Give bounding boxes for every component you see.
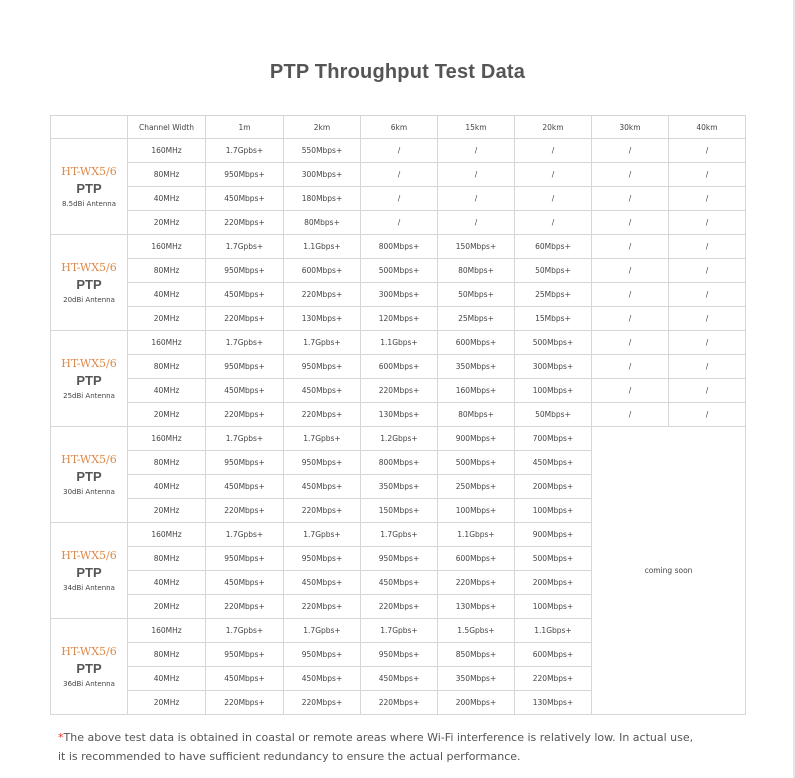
table-cell: 1.7Gpbs+ (206, 139, 284, 163)
table-cell: 130Mbps+ (438, 595, 515, 619)
antenna-label: 20dBi Antenna (63, 295, 115, 304)
table-cell: 80MHz (128, 355, 206, 379)
mode-label: PTP (76, 468, 102, 484)
table-cell: 40MHz (128, 187, 206, 211)
table-cell: 220Mbps+ (206, 403, 284, 427)
table-cell: 160MHz (128, 139, 206, 163)
table-cell: 500Mbps+ (361, 259, 438, 283)
table-cell: 800Mbps+ (361, 235, 438, 259)
header-cell: 6km (361, 116, 438, 139)
table-cell: / (669, 379, 746, 403)
header-cell: 30km (592, 116, 669, 139)
model-name: HT-WX5/6 (61, 548, 117, 562)
table-row (51, 403, 746, 427)
table-cell: 40MHz (128, 571, 206, 595)
table-cell: 160MHz (128, 331, 206, 355)
page-title: PTP Throughput Test Data (269, 61, 526, 83)
table-cell: 50Mbps+ (438, 283, 515, 307)
table-cell: 1.7Gpbs+ (284, 619, 361, 643)
table-cell: 130Mbps+ (361, 403, 438, 427)
mode-label: PTP (76, 180, 102, 196)
table-cell: 160MHz (128, 427, 206, 451)
table-cell: 100Mbps+ (438, 499, 515, 523)
table-cell: 80Mbps+ (284, 211, 361, 235)
table-cell: 20MHz (128, 691, 206, 715)
table-cell: 220Mbps+ (361, 379, 438, 403)
table-cell: 20MHz (128, 499, 206, 523)
table-cell: 300Mbps+ (361, 283, 438, 307)
table-cell: 600Mbps+ (515, 643, 592, 667)
table-cell: 150Mbps+ (361, 499, 438, 523)
table-cell: 950Mbps+ (284, 355, 361, 379)
table-cell: 220Mbps+ (515, 667, 592, 691)
table-cell: 160MHz (128, 523, 206, 547)
table-cell: 60Mbps+ (515, 235, 592, 259)
table-cell: 1.1Gbps+ (438, 523, 515, 547)
table-cell: 220Mbps+ (284, 403, 361, 427)
table-cell: 130Mbps+ (284, 307, 361, 331)
table-cell: 1.7Gpbs+ (206, 427, 284, 451)
footnote (58, 728, 758, 766)
table-cell: / (592, 331, 669, 355)
table-cell: 220Mbps+ (206, 499, 284, 523)
table-cell: / (669, 355, 746, 379)
group-cell (51, 235, 128, 331)
table-cell: 130Mbps+ (515, 691, 592, 715)
table-cell: / (592, 379, 669, 403)
table-cell: 450Mbps+ (206, 187, 284, 211)
table-cell: 600Mbps+ (438, 331, 515, 355)
table-cell: / (669, 259, 746, 283)
table-row (51, 283, 746, 307)
table-cell: 100Mbps+ (515, 379, 592, 403)
table-cell: / (592, 235, 669, 259)
table-cell: 850Mbps+ (438, 643, 515, 667)
table-cell: 1.7Gpbs+ (206, 235, 284, 259)
group-cell (51, 427, 128, 523)
table-cell: 50Mbps+ (515, 403, 592, 427)
throughput-table (50, 115, 746, 715)
table-cell: / (515, 211, 592, 235)
table-cell: 220Mbps+ (206, 307, 284, 331)
table-cell: 350Mbps+ (438, 355, 515, 379)
table-cell: 250Mbps+ (438, 475, 515, 499)
table-cell: 1.1Gbps+ (515, 619, 592, 643)
asterisk-mark: * (58, 731, 64, 744)
table-row (51, 235, 746, 259)
table-cell: 600Mbps+ (361, 355, 438, 379)
table-cell: 20MHz (128, 307, 206, 331)
table-cell: 1.7Gpbs+ (206, 331, 284, 355)
table-cell: 20MHz (128, 211, 206, 235)
table-row (51, 163, 746, 187)
table-cell: 1.1Gbps+ (284, 235, 361, 259)
table-cell: 950Mbps+ (206, 643, 284, 667)
group-cell (51, 523, 128, 619)
mode-label: PTP (76, 660, 102, 676)
table-cell: 950Mbps+ (284, 451, 361, 475)
footnote-text-1: The above test data is obtained in coastal or remote areas where Wi-Fi interference is relatively low. In actual use, (63, 731, 694, 744)
model-name: HT-WX5/6 (61, 164, 117, 178)
table-cell: 20MHz (128, 403, 206, 427)
table-cell: / (592, 259, 669, 283)
group-cell (51, 139, 128, 235)
table-cell: 40MHz (128, 283, 206, 307)
table-cell: 160MHz (128, 619, 206, 643)
table-cell: / (669, 163, 746, 187)
table-cell: 950Mbps+ (206, 163, 284, 187)
table-cell: 500Mbps+ (515, 547, 592, 571)
mode-label: PTP (76, 372, 102, 388)
table-cell: 100Mbps+ (515, 499, 592, 523)
table-cell: 450Mbps+ (284, 667, 361, 691)
table-cell: 220Mbps+ (361, 595, 438, 619)
table-cell: 450Mbps+ (206, 571, 284, 595)
table-cell: 300Mbps+ (515, 355, 592, 379)
table-cell: / (669, 283, 746, 307)
table-cell: 15Mbps+ (515, 307, 592, 331)
table-cell: 450Mbps+ (206, 379, 284, 403)
table-cell: 25Mbps+ (515, 283, 592, 307)
table-cell: 1.7Gpbs+ (284, 523, 361, 547)
table-cell: / (669, 211, 746, 235)
antenna-label: 34dBi Antenna (63, 583, 115, 592)
header-row (51, 116, 746, 139)
table-cell: / (361, 187, 438, 211)
table-cell: 450Mbps+ (361, 667, 438, 691)
table-row (51, 379, 746, 403)
table-row (51, 331, 746, 355)
footnote-text-2: it is recommended to have sufficient redundancy to ensure the actual performance. (58, 750, 521, 763)
table-cell: 600Mbps+ (284, 259, 361, 283)
table-cell: 950Mbps+ (284, 643, 361, 667)
table-cell: 550Mbps+ (284, 139, 361, 163)
antenna-label: 30dBi Antenna (63, 487, 115, 496)
group-cell (51, 331, 128, 427)
table-row (51, 259, 746, 283)
table-cell: 900Mbps+ (438, 427, 515, 451)
model-name: HT-WX5/6 (61, 260, 117, 274)
table-cell: 220Mbps+ (284, 499, 361, 523)
header-cell (51, 116, 128, 139)
table-cell: 150Mbps+ (438, 235, 515, 259)
table-cell: 200Mbps+ (515, 475, 592, 499)
mode-label: PTP (76, 276, 102, 292)
table-cell: 450Mbps+ (206, 283, 284, 307)
table-cell: / (592, 163, 669, 187)
table-cell: 40MHz (128, 379, 206, 403)
table-row (51, 211, 746, 235)
table-cell: / (515, 139, 592, 163)
table-row (51, 139, 746, 163)
table-cell: / (515, 163, 592, 187)
table-row (51, 355, 746, 379)
table-row (51, 187, 746, 211)
table-cell: 450Mbps+ (206, 667, 284, 691)
table-cell: 50Mbps+ (515, 259, 592, 283)
table-cell: 450Mbps+ (515, 451, 592, 475)
header-cell: 2km (284, 116, 361, 139)
table-cell: / (592, 211, 669, 235)
table-cell: 450Mbps+ (284, 379, 361, 403)
table-cell: 220Mbps+ (284, 691, 361, 715)
table-cell: 220Mbps+ (206, 691, 284, 715)
table-cell: 1.7Gpbs+ (206, 523, 284, 547)
group-cell (51, 619, 128, 715)
header-cell: Channel Width (128, 116, 206, 139)
header-cell: 20km (515, 116, 592, 139)
table-cell: 40MHz (128, 475, 206, 499)
table-cell: 950Mbps+ (361, 547, 438, 571)
table-cell: 600Mbps+ (438, 547, 515, 571)
table-cell: 80MHz (128, 547, 206, 571)
model-name: HT-WX5/6 (61, 644, 117, 658)
table-cell: / (669, 331, 746, 355)
table-cell: 25Mbps+ (438, 307, 515, 331)
table-cell: / (669, 235, 746, 259)
footnote-line-1 (58, 728, 758, 747)
table-cell: 450Mbps+ (361, 571, 438, 595)
model-name: HT-WX5/6 (61, 452, 117, 466)
table-cell: 220Mbps+ (284, 283, 361, 307)
table-cell: / (438, 211, 515, 235)
table-cell: 180Mbps+ (284, 187, 361, 211)
table-cell: 700Mbps+ (515, 427, 592, 451)
mode-label: PTP (76, 564, 102, 580)
table-row (51, 427, 746, 451)
table-cell: 500Mbps+ (515, 331, 592, 355)
table-cell: / (592, 283, 669, 307)
table-cell: / (592, 307, 669, 331)
antenna-label: 8.5dBi Antenna (62, 199, 116, 208)
table-cell: / (361, 211, 438, 235)
table-cell: / (669, 139, 746, 163)
table-cell: 950Mbps+ (206, 451, 284, 475)
table-cell: 950Mbps+ (361, 643, 438, 667)
table-cell: 80MHz (128, 259, 206, 283)
table-cell: / (669, 403, 746, 427)
table-cell: 450Mbps+ (284, 475, 361, 499)
table-cell: / (592, 355, 669, 379)
antenna-label: 36dBi Antenna (63, 679, 115, 688)
table-cell: 160Mbps+ (438, 379, 515, 403)
table-cell: 500Mbps+ (438, 451, 515, 475)
header-cell: 1m (206, 116, 284, 139)
table-cell: 100Mbps+ (515, 595, 592, 619)
table-cell: 1.5Gpbs+ (438, 619, 515, 643)
table-cell: 1.7Gpbs+ (361, 523, 438, 547)
table-cell: / (438, 139, 515, 163)
header-cell: 40km (669, 116, 746, 139)
footnote-line-2 (58, 747, 758, 766)
table-cell: 1.7Gpbs+ (206, 619, 284, 643)
table-cell: / (361, 163, 438, 187)
table-cell: 950Mbps+ (206, 259, 284, 283)
table-cell: / (592, 403, 669, 427)
table-cell: 1.7Gpbs+ (284, 427, 361, 451)
table-cell: 1.7Gpbs+ (284, 331, 361, 355)
table-cell: 950Mbps+ (206, 355, 284, 379)
table-cell: 80Mbps+ (438, 403, 515, 427)
table-cell: 800Mbps+ (361, 451, 438, 475)
table-cell: / (438, 163, 515, 187)
table-cell: 1.1Gbps+ (361, 331, 438, 355)
table-cell: 900Mbps+ (515, 523, 592, 547)
table-cell: 950Mbps+ (206, 547, 284, 571)
table-cell: 80MHz (128, 451, 206, 475)
table-cell: / (669, 187, 746, 211)
table-cell: 220Mbps+ (284, 595, 361, 619)
table-cell: / (592, 139, 669, 163)
table-cell: 220Mbps+ (361, 691, 438, 715)
table-cell: 220Mbps+ (206, 595, 284, 619)
table-cell: 350Mbps+ (438, 667, 515, 691)
table-cell: 450Mbps+ (284, 571, 361, 595)
antenna-label: 25dBi Antenna (63, 391, 115, 400)
table-cell: / (669, 307, 746, 331)
table-cell: / (361, 139, 438, 163)
table-cell: 20MHz (128, 595, 206, 619)
table-cell: 40MHz (128, 667, 206, 691)
table-cell: / (438, 187, 515, 211)
table-cell: / (592, 187, 669, 211)
table-cell: 80MHz (128, 643, 206, 667)
coming-soon-cell: coming soon (592, 427, 746, 715)
table-cell: 220Mbps+ (206, 211, 284, 235)
table-cell: 300Mbps+ (284, 163, 361, 187)
table-cell: 220Mbps+ (438, 571, 515, 595)
table-row (51, 307, 746, 331)
table-cell: 160MHz (128, 235, 206, 259)
table-cell: 950Mbps+ (284, 547, 361, 571)
table-cell: 1.2Gbps+ (361, 427, 438, 451)
table-cell: 1.7Gpbs+ (361, 619, 438, 643)
header-cell: 15km (438, 116, 515, 139)
table-cell: 80MHz (128, 163, 206, 187)
table-cell: 80Mbps+ (438, 259, 515, 283)
table-cell: 350Mbps+ (361, 475, 438, 499)
table-cell: 120Mbps+ (361, 307, 438, 331)
table-cell: 200Mbps+ (438, 691, 515, 715)
table-cell: / (515, 187, 592, 211)
table-cell: 450Mbps+ (206, 475, 284, 499)
model-name: HT-WX5/6 (61, 356, 117, 370)
table-body (51, 116, 746, 715)
table-cell: 200Mbps+ (515, 571, 592, 595)
